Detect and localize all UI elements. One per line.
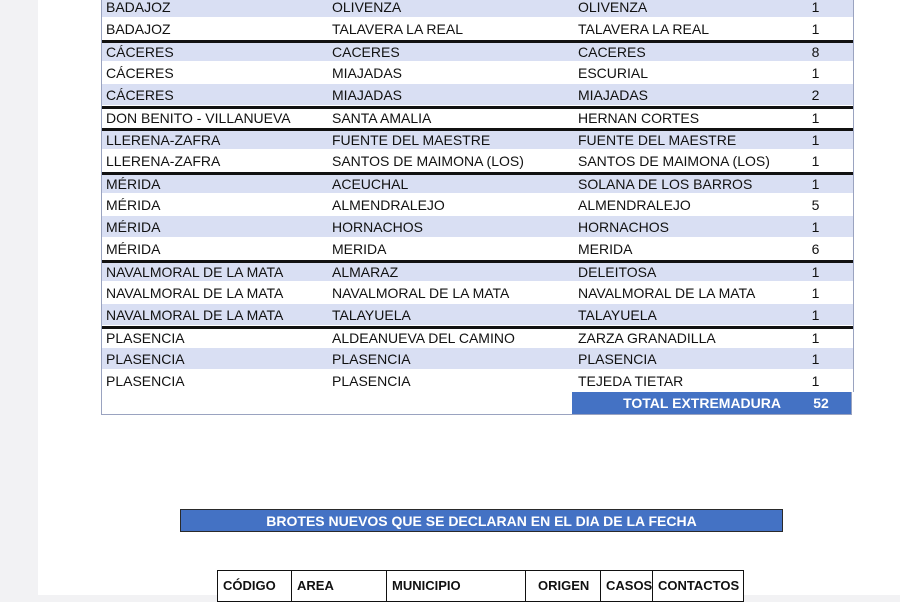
table-row — [102, 282, 853, 304]
municipio-cell: TALAYUELA — [332, 306, 411, 323]
municipio-cell: HORNACHOS — [332, 218, 424, 235]
municipio-cell: MERIDA — [332, 240, 387, 257]
casos-cell: 1 — [811, 218, 820, 235]
origen-cell: ALMENDRALEJO — [578, 196, 691, 213]
origen-cell: OLIVENZA — [578, 0, 648, 15]
municipio-cell: ALMARAZ — [332, 264, 399, 280]
cases-table — [101, 0, 854, 392]
area-cell: NAVALMORAL DE LA MATA — [106, 284, 284, 301]
casos-cell: 5 — [811, 196, 820, 213]
municipio-cell: PLASENCIA — [332, 372, 411, 389]
municipio-cell: MIAJADAS — [332, 86, 403, 103]
casos-cell: 1 — [811, 264, 820, 280]
area-cell: MÉRIDA — [106, 176, 161, 192]
area-cell: LLERENA-ZAFRA — [106, 132, 221, 148]
casos-cell: 2 — [811, 86, 820, 103]
casos-cell: 1 — [811, 20, 820, 37]
casos-cell: 1 — [811, 350, 820, 367]
municipio-cell: TALAVERA LA REAL — [332, 20, 463, 37]
table-row — [102, 0, 853, 18]
area-cell: PLASENCIA — [106, 330, 185, 346]
area-cell: DON BENITO - VILLANUEVA — [106, 110, 291, 126]
casos-cell: 1 — [811, 176, 820, 192]
municipio-cell: ALMENDRALEJO — [332, 196, 445, 213]
header-origen: ORIGEN — [526, 571, 601, 601]
header-area: AREA — [292, 571, 387, 601]
table-row — [102, 172, 853, 194]
table-row — [102, 40, 853, 62]
header-municipio: MUNICIPIO — [387, 571, 526, 601]
municipio-cell: OLIVENZA — [332, 0, 402, 15]
header-contactos: CONTACTOS — [658, 578, 740, 593]
casos-cell: 1 — [811, 372, 820, 389]
header-codigo: CÓDIGO — [218, 571, 292, 601]
area-cell: NAVALMORAL DE LA MATA — [106, 306, 284, 323]
municipio-cell: CACERES — [332, 44, 400, 60]
table-row — [102, 216, 853, 238]
table-row — [102, 304, 853, 326]
municipio-cell: SANTOS DE MAIMONA (LOS) — [332, 152, 524, 169]
origen-cell: NAVALMORAL DE LA MATA — [578, 284, 756, 301]
table-row — [102, 348, 853, 370]
origen-cell: SOLANA DE LOS BARROS — [578, 176, 753, 192]
area-cell: LLERENA-ZAFRA — [106, 152, 221, 169]
origen-cell: MERIDA — [578, 240, 633, 257]
origen-cell: SANTOS DE MAIMONA (LOS) — [578, 152, 770, 169]
area-cell: MÉRIDA — [106, 240, 161, 257]
origen-cell: CACERES — [578, 44, 646, 60]
area-cell: BADAJOZ — [106, 0, 171, 15]
origen-cell: TEJEDA TIETAR — [578, 372, 684, 389]
casos-cell: 8 — [811, 44, 820, 60]
brotes-header-row — [217, 570, 744, 602]
area-cell: NAVALMORAL DE LA MATA — [106, 264, 284, 280]
area-cell: CÁCERES — [106, 86, 174, 103]
table-row — [102, 260, 853, 282]
origen-cell: TALAVERA LA REAL — [578, 20, 709, 37]
total-label: TOTAL EXTREMADURA — [623, 395, 781, 411]
origen-cell: HERNAN CORTES — [578, 110, 700, 126]
origen-cell: HORNACHOS — [578, 218, 670, 235]
table-row — [102, 370, 853, 392]
total-row — [101, 392, 852, 415]
casos-cell: 1 — [811, 330, 820, 346]
table-row — [102, 194, 853, 216]
municipio-cell: PLASENCIA — [332, 350, 411, 367]
municipio-cell: MIAJADAS — [332, 64, 403, 81]
table-row — [102, 18, 853, 40]
origen-cell: ZARZA GRANADILLA — [578, 330, 716, 346]
area-cell: CÁCERES — [106, 64, 174, 81]
casos-cell: 1 — [811, 284, 820, 301]
municipio-cell: NAVALMORAL DE LA MATA — [332, 284, 510, 301]
table-row — [102, 62, 853, 84]
table-row — [102, 84, 853, 106]
table-row — [102, 128, 853, 150]
casos-cell: 1 — [811, 110, 820, 126]
total-cell — [572, 392, 851, 414]
area-cell: CÁCERES — [106, 44, 174, 60]
table-row — [102, 326, 853, 348]
area-cell: MÉRIDA — [106, 218, 161, 235]
header-casos: CASOS — [601, 571, 653, 601]
area-cell: PLASENCIA — [106, 372, 185, 389]
table-row — [102, 150, 853, 172]
area-cell: BADAJOZ — [106, 20, 171, 37]
origen-cell: FUENTE DEL MAESTRE — [578, 132, 737, 148]
municipio-cell: FUENTE DEL MAESTRE — [332, 132, 491, 148]
origen-cell: TALAYUELA — [578, 306, 657, 323]
origen-cell: ESCURIAL — [578, 64, 649, 81]
origen-cell: MIAJADAS — [578, 86, 649, 103]
area-cell: MÉRIDA — [106, 196, 161, 213]
brotes-title: BROTES NUEVOS QUE SE DECLARAN EN EL DIA DE LA FECHA — [180, 509, 783, 532]
casos-cell: 1 — [811, 0, 820, 15]
origen-cell: PLASENCIA — [578, 350, 657, 367]
casos-cell: 6 — [811, 240, 820, 257]
municipio-cell: ACEUCHAL — [332, 176, 409, 192]
table-row — [102, 106, 853, 128]
municipio-cell: SANTA AMALIA — [332, 110, 432, 126]
origen-cell: DELEITOSA — [578, 264, 657, 280]
area-cell: PLASENCIA — [106, 350, 185, 367]
casos-cell: 1 — [811, 306, 820, 323]
table-row — [102, 238, 853, 260]
total-value: 52 — [813, 395, 829, 411]
casos-cell: 1 — [811, 132, 820, 148]
casos-cell: 1 — [811, 152, 820, 169]
municipio-cell: ALDEANUEVA DEL CAMINO — [332, 330, 515, 346]
casos-cell: 1 — [811, 64, 820, 81]
